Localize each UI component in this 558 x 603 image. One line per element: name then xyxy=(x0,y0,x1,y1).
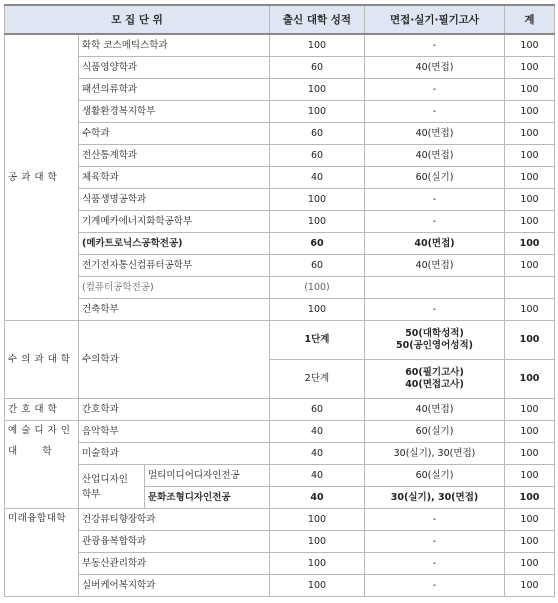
table-row xyxy=(5,321,555,360)
exam-score: - xyxy=(365,509,505,531)
dept-group-line1: 산업디자인 xyxy=(82,473,128,485)
hs-score: 100 xyxy=(270,211,365,233)
dept-name: 실버케어복지학과 xyxy=(79,575,270,597)
hs-score: 100 xyxy=(270,299,365,321)
dept-group-line2: 학부 xyxy=(82,488,101,500)
total-score: 100 xyxy=(505,211,555,233)
exam-score: 30(실기), 30(면접) xyxy=(365,443,505,465)
total-score: 100 xyxy=(505,553,555,575)
exam-score xyxy=(365,321,505,360)
dept-name: 식품영양학과 xyxy=(79,57,270,79)
exam-score: 60(실기) xyxy=(365,465,505,487)
table-row xyxy=(5,101,555,123)
hs-score: 60 xyxy=(270,145,365,167)
exam-score: - xyxy=(365,299,505,321)
exam-score: 40(면접) xyxy=(365,399,505,421)
total-score: 100 xyxy=(505,575,555,597)
dept-name: 미술학과 xyxy=(79,443,270,465)
table-row xyxy=(5,277,555,299)
dept-name: 멀티미디어디자인전공 xyxy=(145,465,270,487)
exam-score: - xyxy=(365,189,505,211)
dept-name: (메카트로닉스공학전공) xyxy=(79,233,270,255)
exam-line: 50(대학성적) xyxy=(405,328,464,339)
stage-label: 2단계 xyxy=(270,360,365,399)
total-score: 100 xyxy=(505,399,555,421)
college-arts-line2: 대 학 xyxy=(8,446,52,457)
dept-name: 간호학과 xyxy=(79,399,270,421)
table-row xyxy=(5,189,555,211)
dept-name: 부동산관리학과 xyxy=(79,553,270,575)
exam-score: - xyxy=(365,34,505,57)
hs-score: 60 xyxy=(270,399,365,421)
college-vet: 수 의 과 대 학 xyxy=(5,321,79,399)
table-row xyxy=(5,299,555,321)
table-row xyxy=(5,509,555,531)
dept-name: 식품생명공학과 xyxy=(79,189,270,211)
total-score: 100 xyxy=(505,487,555,509)
total-score: 100 xyxy=(505,167,555,189)
hs-score: 100 xyxy=(270,531,365,553)
dept-name: 전기전자통신컴퓨터공학부 xyxy=(79,255,270,277)
total-score: 100 xyxy=(505,299,555,321)
total-score: 100 xyxy=(505,360,555,399)
dept-name: (컴퓨터공학전공) xyxy=(79,277,270,299)
dept-name: 패션의류학과 xyxy=(79,79,270,101)
header-hs: 출신 대학 성적 xyxy=(270,5,365,34)
hs-score: 40 xyxy=(270,421,365,443)
exam-score: - xyxy=(365,531,505,553)
table-row xyxy=(5,79,555,101)
table-row xyxy=(5,575,555,597)
exam-score: 40(면접) xyxy=(365,57,505,79)
table-row xyxy=(5,123,555,145)
dept-name: 문화조형디자인전공 xyxy=(145,487,270,509)
exam-score: - xyxy=(365,211,505,233)
dept-name: 건축학부 xyxy=(79,299,270,321)
dept-name: 수의학과 xyxy=(79,321,270,399)
exam-score: 40(면접) xyxy=(365,145,505,167)
college-convergence: 미래융합대학 xyxy=(5,509,79,597)
total-score xyxy=(505,277,555,299)
hs-score: 60 xyxy=(270,123,365,145)
hs-score: 40 xyxy=(270,465,365,487)
dept-name: 수학과 xyxy=(79,123,270,145)
exam-line: 40(면접고사) xyxy=(405,379,464,390)
total-score: 100 xyxy=(505,101,555,123)
total-score: 100 xyxy=(505,465,555,487)
header-unit: 모 집 단 위 xyxy=(5,5,270,34)
header-exam: 면접·실기·필기고사 xyxy=(365,5,505,34)
total-score: 100 xyxy=(505,57,555,79)
exam-score: 60(실기) xyxy=(365,167,505,189)
table-row xyxy=(5,255,555,277)
table-row xyxy=(5,34,555,57)
hs-score: 100 xyxy=(270,79,365,101)
table-row xyxy=(5,465,555,487)
stage-label: 1단계 xyxy=(270,321,365,360)
college-nursing: 간 호 대 학 xyxy=(5,399,79,421)
exam-score: - xyxy=(365,575,505,597)
table-row xyxy=(5,233,555,255)
dept-name: 전산통계학과 xyxy=(79,145,270,167)
hs-score: 60 xyxy=(270,233,365,255)
hs-score: 40 xyxy=(270,167,365,189)
exam-score: 40(면접) xyxy=(365,233,505,255)
table-row xyxy=(5,145,555,167)
total-score: 100 xyxy=(505,321,555,360)
header-row xyxy=(5,5,555,34)
exam-score: - xyxy=(365,101,505,123)
dept-name: 건강뷰티향장학과 xyxy=(79,509,270,531)
exam-score: 30(실기), 30(면접) xyxy=(365,487,505,509)
college-arts-line1: 예 술 디 자 인 xyxy=(8,425,71,436)
table-row xyxy=(5,167,555,189)
dept-name: 음악학부 xyxy=(79,421,270,443)
college-engineering: 공 과 대 학 xyxy=(5,34,79,321)
dept-name: 기계메카에너지화학공학부 xyxy=(79,211,270,233)
college-arts xyxy=(5,421,79,509)
hs-score: 40 xyxy=(270,487,365,509)
exam-line: 60(필기고사) xyxy=(405,367,464,378)
exam-line: 50(공인영어성적) xyxy=(396,340,473,351)
hs-score: 100 xyxy=(270,189,365,211)
total-score: 100 xyxy=(505,255,555,277)
table-row xyxy=(5,553,555,575)
total-score: 100 xyxy=(505,509,555,531)
hs-score: 60 xyxy=(270,57,365,79)
hs-score: 60 xyxy=(270,255,365,277)
total-score: 100 xyxy=(505,34,555,57)
hs-score: 100 xyxy=(270,101,365,123)
total-score: 100 xyxy=(505,79,555,101)
hs-score: 100 xyxy=(270,34,365,57)
exam-score xyxy=(365,277,505,299)
total-score: 100 xyxy=(505,233,555,255)
hs-score: 100 xyxy=(270,575,365,597)
table-row xyxy=(5,211,555,233)
exam-score: 40(면접) xyxy=(365,255,505,277)
exam-score: 40(면접) xyxy=(365,123,505,145)
exam-score xyxy=(365,360,505,399)
table-row xyxy=(5,443,555,465)
table-row xyxy=(5,421,555,443)
hs-score: 40 xyxy=(270,443,365,465)
hs-score: 100 xyxy=(270,509,365,531)
hs-score: 100 xyxy=(270,553,365,575)
table-row xyxy=(5,399,555,421)
dept-group xyxy=(79,465,145,509)
total-score: 100 xyxy=(505,145,555,167)
table-row xyxy=(5,57,555,79)
admission-table xyxy=(4,4,555,597)
exam-score: - xyxy=(365,553,505,575)
exam-score: - xyxy=(365,79,505,101)
dept-name: 화학 코스메틱스학과 xyxy=(79,34,270,57)
hs-score: (100) xyxy=(270,277,365,299)
dept-name: 생활환경복지학부 xyxy=(79,101,270,123)
dept-name: 관광융복합학과 xyxy=(79,531,270,553)
total-score: 100 xyxy=(505,443,555,465)
table-row xyxy=(5,531,555,553)
header-total: 계 xyxy=(505,5,555,34)
total-score: 100 xyxy=(505,531,555,553)
total-score: 100 xyxy=(505,421,555,443)
total-score: 100 xyxy=(505,123,555,145)
total-score: 100 xyxy=(505,189,555,211)
dept-name: 체육학과 xyxy=(79,167,270,189)
exam-score: 60(실기) xyxy=(365,421,505,443)
